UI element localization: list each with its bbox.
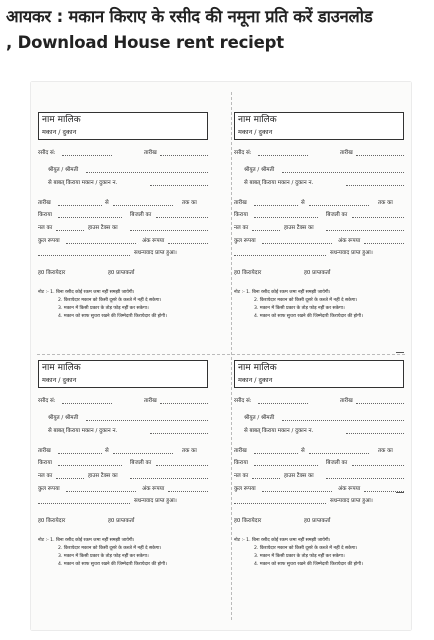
rent-label: किराया	[234, 212, 248, 218]
fill-in-line	[58, 205, 102, 206]
payer-name-label: श्रीयुत / श्रीमती	[244, 415, 275, 421]
until-label: तक का	[182, 448, 197, 454]
rent-receipt-1	[38, 112, 216, 372]
tenant-signature-label: ह0 किरायेदार	[38, 518, 66, 524]
received-thanks-label: सधन्यवाद प्राप्त हुआ।	[134, 250, 177, 256]
note-line-3: 3. मकान में किसी प्रकार के तोड़ फोड़ नहीं कर सकेगा।	[58, 306, 149, 311]
owner-name-label: नाम मालिक	[42, 363, 81, 373]
vertical-cut-line	[231, 92, 232, 620]
tenant-signature-label: ह0 किरायेदार	[38, 270, 66, 276]
fill-in-line	[282, 420, 404, 421]
fill-in-line	[262, 243, 332, 244]
terms-note	[234, 289, 412, 321]
fill-in-line	[58, 217, 122, 218]
fill-in-line	[364, 243, 404, 244]
terms-note	[38, 289, 216, 321]
note-line-2: 2. किरायेदार मकान को किसी दूसरे के कब्जे में नहीं दे सकेगा।	[254, 298, 358, 303]
se-label: से	[301, 448, 305, 454]
owner-name-label: नाम मालिक	[238, 115, 277, 125]
receiver-signature-label: ह0 प्राप्तकर्ता	[304, 518, 331, 524]
fill-in-line	[113, 453, 173, 454]
note-line-1: नोट :- 1. बिना रसीद कोई रकम जमा नहीं समझी जायेगी।	[38, 290, 135, 295]
receipt-number-label: रसीद सं:	[234, 150, 252, 156]
house-tax-label: हाउस टैक्स का	[284, 225, 314, 231]
fill-in-line	[150, 433, 208, 434]
electricity-label: बिजली का	[130, 212, 152, 218]
owner-box	[38, 360, 208, 388]
from-date-label: तारीख	[38, 200, 51, 206]
fill-in-line	[254, 465, 318, 466]
until-label: तक का	[182, 200, 197, 206]
fill-in-line	[258, 403, 308, 404]
terms-note	[38, 537, 216, 569]
owner-name-label: नाम मालिक	[42, 115, 81, 125]
fill-in-line	[156, 465, 208, 466]
note-line-4: 4. मकान को साफ सुथरा रखने की जिम्मेदारी किरायेदार की होगी।	[254, 314, 363, 319]
total-label: कुल रूपया	[38, 238, 60, 244]
fill-in-line	[156, 217, 208, 218]
rent-for-label: से बाबत् किराया मकान / दुकान न.	[48, 428, 118, 434]
date-label: तारीख	[144, 398, 157, 404]
receipt-number-label: रसीद सं:	[38, 150, 56, 156]
received-thanks-label: सधन्यवाद प्राप्त हुआ।	[330, 498, 373, 504]
fill-in-line	[58, 453, 102, 454]
until-label: तक का	[378, 200, 393, 206]
water-label: नल का	[234, 225, 249, 231]
receiver-signature-label: ह0 प्राप्तकर्ता	[304, 270, 331, 276]
fill-in-line	[356, 155, 404, 156]
fill-in-line	[160, 403, 208, 404]
fill-in-line	[86, 172, 208, 173]
note-line-2: 2. किरायेदार मकान को किसी दूसरे के कब्जे में नहीं दे सकेगा।	[58, 546, 162, 551]
receipt-number-label: रसीद सं:	[234, 398, 252, 404]
receiver-signature-label: ह0 प्राप्तकर्ता	[108, 270, 135, 276]
note-line-4: 4. मकान को साफ सुथरा रखने की जिम्मेदारी किरायेदार की होगी।	[58, 562, 167, 567]
fill-in-line	[62, 155, 112, 156]
fill-in-line	[160, 155, 208, 156]
received-thanks-label: सधन्यवाद प्राप्त हुआ।	[134, 498, 177, 504]
fill-in-line	[252, 478, 280, 479]
note-line-3: 3. मकान में किसी प्रकार के तोड़ फोड़ नहीं कर सकेगा।	[58, 554, 149, 559]
total-label: कुल रूपया	[234, 486, 256, 492]
payer-name-label: श्रीयुत / श्रीमती	[48, 167, 79, 173]
electricity-label: बिजली का	[326, 212, 348, 218]
from-date-label: तारीख	[38, 448, 51, 454]
owner-property-label: मकान / दुकान	[238, 376, 273, 384]
fill-in-line	[352, 217, 404, 218]
received-thanks-label: सधन्यवाद प्राप्त हुआ।	[330, 250, 373, 256]
note-line-1: नोट :- 1. बिना रसीद कोई रकम जमा नहीं समझी जायेगी।	[234, 538, 331, 543]
fill-in-line	[364, 491, 404, 492]
amount-words-label: अंक रूपया	[142, 238, 165, 244]
rent-receipt-4	[234, 360, 412, 620]
date-label: तारीख	[144, 150, 157, 156]
rent-label: किराया	[38, 212, 52, 218]
fill-in-line	[326, 230, 404, 231]
water-label: नल का	[234, 473, 249, 479]
fill-in-line	[130, 478, 208, 479]
total-label: कुल रूपया	[38, 486, 60, 492]
amount-words-label: अंक रूपया	[338, 486, 361, 492]
fill-in-line	[282, 172, 404, 173]
water-label: नल का	[38, 473, 53, 479]
se-label: से	[105, 448, 109, 454]
fill-in-line	[168, 491, 208, 492]
electricity-label: बिजली का	[326, 460, 348, 466]
house-tax-label: हाउस टैक्स का	[88, 473, 118, 479]
note-line-2: 2. किरायेदार मकान को किसी दूसरे के कब्जे में नहीं दे सकेगा।	[58, 298, 162, 303]
note-line-1: नोट :- 1. बिना रसीद कोई रकम जमा नहीं समझी जायेगी।	[38, 538, 135, 543]
se-label: से	[301, 200, 305, 206]
rent-for-label: से बाबत् किराया मकान / दुकान न.	[244, 428, 314, 434]
fill-in-line	[113, 205, 173, 206]
fill-in-line	[326, 478, 404, 479]
fill-in-line	[86, 420, 208, 421]
electricity-label: बिजली का	[130, 460, 152, 466]
fill-in-line	[168, 243, 208, 244]
fill-in-line	[254, 217, 318, 218]
tenant-signature-label: ह0 किरायेदार	[234, 270, 262, 276]
amount-words-label: अंक रूपया	[142, 486, 165, 492]
rent-for-label: से बाबत् किराया मकान / दुकान न.	[244, 180, 314, 186]
article-title-line-1: आयकर : मकान किराए के रसीद की नमूना प्रति करें डाउनलोड	[6, 7, 373, 26]
fill-in-line	[254, 205, 298, 206]
fill-in-line	[66, 491, 136, 492]
fill-in-line	[62, 403, 112, 404]
rent-label: किराया	[38, 460, 52, 466]
water-label: नल का	[38, 225, 53, 231]
total-label: कुल रूपया	[234, 238, 256, 244]
note-line-3: 3. मकान में किसी प्रकार के तोड़ फोड़ नहीं कर सकेगा।	[254, 306, 345, 311]
owner-property-label: मकान / दुकान	[238, 128, 273, 136]
fill-in-line	[252, 230, 280, 231]
note-line-4: 4. मकान को साफ सुथरा रखने की जिम्मेदारी किरायेदार की होगी।	[254, 562, 363, 567]
fill-in-line	[234, 255, 326, 256]
owner-box	[234, 360, 404, 388]
note-line-3: 3. मकान में किसी प्रकार के तोड़ फोड़ नहीं कर सकेगा।	[254, 554, 345, 559]
fill-in-line	[309, 205, 369, 206]
until-label: तक का	[378, 448, 393, 454]
owner-property-label: मकान / दुकान	[42, 128, 77, 136]
fill-in-line	[150, 185, 208, 186]
from-date-label: तारीख	[234, 200, 247, 206]
date-label: तारीख	[340, 398, 353, 404]
tenant-signature-label: ह0 किरायेदार	[234, 518, 262, 524]
fill-in-line	[352, 465, 404, 466]
payer-name-label: श्रीयुत / श्रीमती	[48, 415, 79, 421]
rent-for-label: से बाबत् किराया मकान / दुकान न.	[48, 180, 118, 186]
article-title	[6, 4, 428, 56]
fill-in-line	[38, 503, 130, 504]
fill-in-line	[66, 243, 136, 244]
note-line-1: नोट :- 1. बिना रसीद कोई रकम जमा नहीं समझी जायेगी।	[234, 290, 331, 295]
fill-in-line	[262, 491, 332, 492]
amount-words-label: अंक रूपया	[338, 238, 361, 244]
fill-in-line	[58, 465, 122, 466]
fill-in-line	[38, 255, 130, 256]
rent-receipt-2	[234, 112, 412, 372]
fill-in-line	[346, 433, 404, 434]
article-title-line-2: , Download House rent reciept	[6, 33, 284, 52]
owner-box	[38, 112, 208, 140]
note-line-4: 4. मकान को साफ सुथरा रखने की जिम्मेदारी किरायेदार की होगी।	[58, 314, 167, 319]
date-label: तारीख	[340, 150, 353, 156]
fill-in-line	[258, 155, 308, 156]
owner-property-label: मकान / दुकान	[42, 376, 77, 384]
terms-note	[234, 537, 412, 569]
fill-in-line	[130, 230, 208, 231]
fill-in-line	[309, 453, 369, 454]
owner-name-label: नाम मालिक	[238, 363, 277, 373]
payer-name-label: श्रीयुत / श्रीमती	[244, 167, 275, 173]
owner-box	[234, 112, 404, 140]
fill-in-line	[56, 478, 84, 479]
receipt-number-label: रसीद सं:	[38, 398, 56, 404]
receiver-signature-label: ह0 प्राप्तकर्ता	[108, 518, 135, 524]
house-tax-label: हाउस टैक्स का	[88, 225, 118, 231]
fill-in-line	[56, 230, 84, 231]
fill-in-line	[234, 503, 326, 504]
fill-in-line	[346, 185, 404, 186]
house-tax-label: हाउस टैक्स का	[284, 473, 314, 479]
fill-in-line	[254, 453, 298, 454]
rent-receipt-3	[38, 360, 216, 620]
from-date-label: तारीख	[234, 448, 247, 454]
note-line-2: 2. किरायेदार मकान को किसी दूसरे के कब्जे में नहीं दे सकेगा।	[254, 546, 358, 551]
se-label: से	[105, 200, 109, 206]
rent-label: किराया	[234, 460, 248, 466]
fill-in-line	[356, 403, 404, 404]
